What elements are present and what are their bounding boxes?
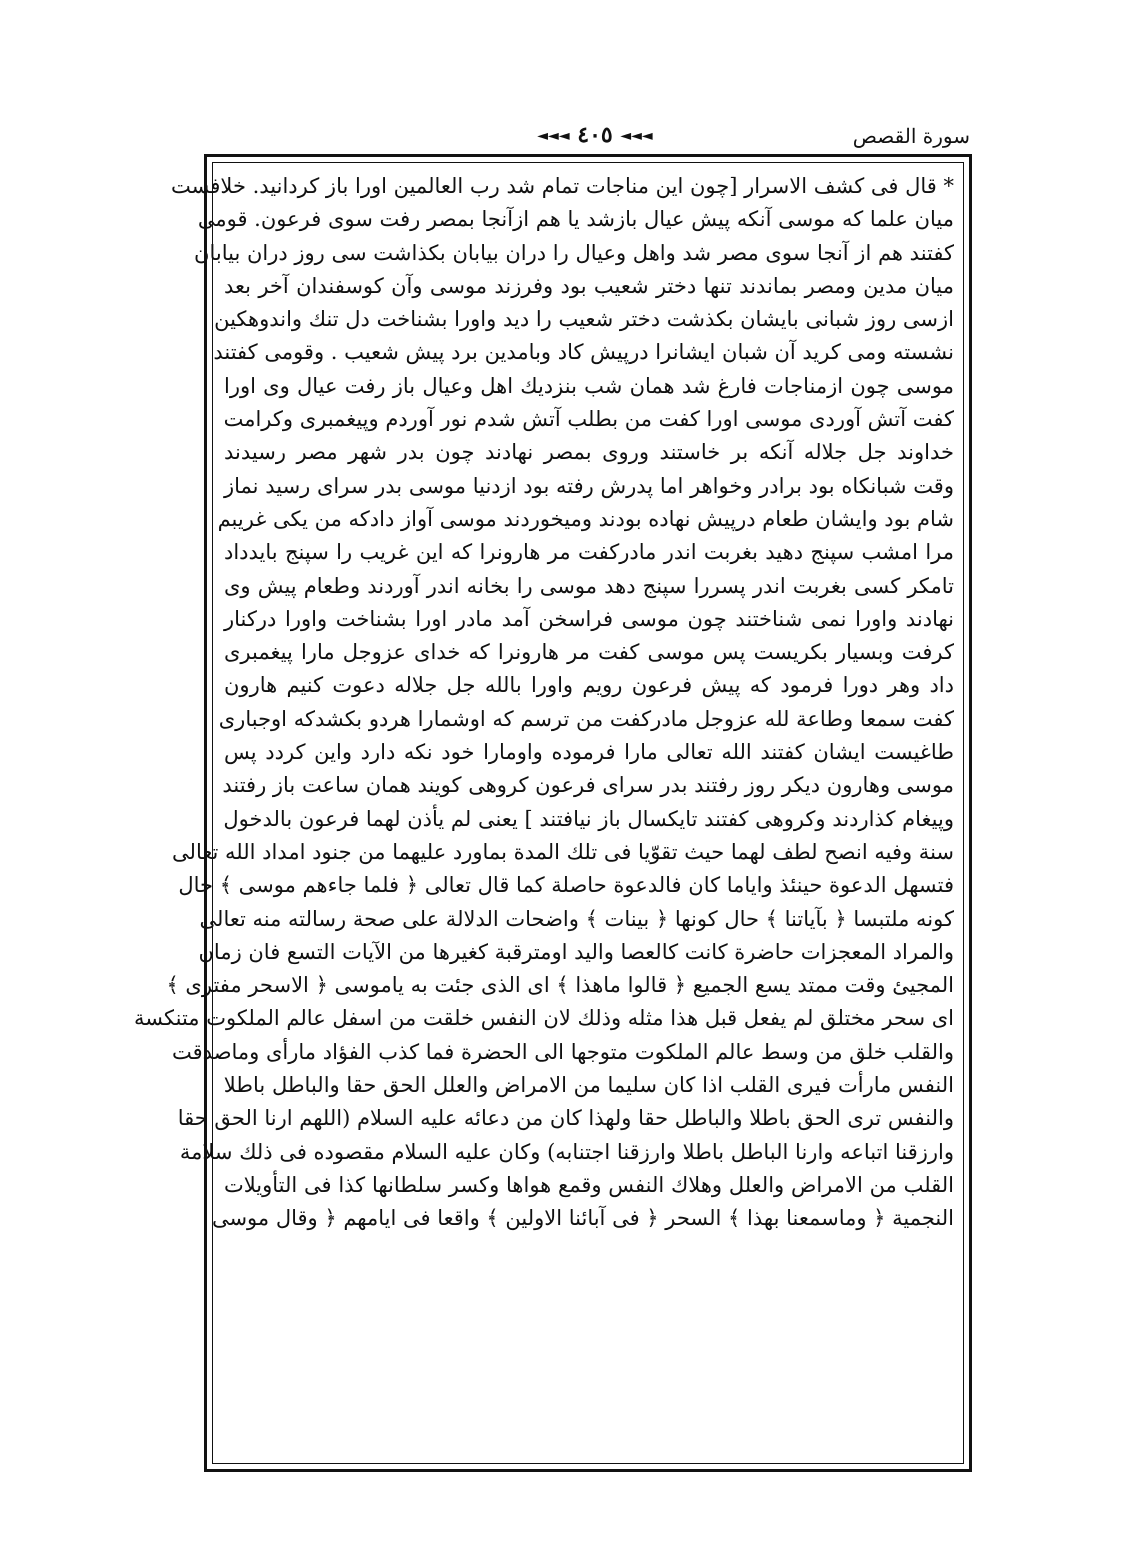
text-line: موسى چون ازمناجات فارغ شد همان شب بنزديك اهل وعيال باز رفت عيال وى اورا — [224, 373, 954, 398]
text-line: المجيئ وقت ممتد يسع الجميع ﴿ قالوا ماهذا ﴾ اى الذى جئت به ياموسى ﴿ الاسحر مفترى ﴾ — [166, 973, 954, 998]
text-line — [224, 1335, 954, 1368]
text-line — [224, 1302, 954, 1335]
text-line: كفتند هم از آنجا سوى مصر شد واهل وعيال را دران بيابان بكذاشت سى روز دران بيابان — [194, 240, 954, 265]
ornament-right: ◄◄◄ — [620, 128, 653, 144]
text-line: كفت آتش آوردى موسى اورا كفت من بطلب آتش شدم نور آوردم وپيغمبرى وكرامت — [223, 407, 954, 432]
text-line: سنة وفيه انصح لطف لهما حيث تقوّيا فى تلك المدة بماورد عليهما من جنود امداد الله تعالى — [172, 839, 954, 864]
text-line: وپيغام كذاردند وكروهى كفتند تايكسال باز نيافتند ] يعنى لم يأذن لهما فرعون بالدخول — [223, 806, 954, 831]
text-line: * قال فى كشف الاسرار [چون اين مناجات تمام شد رب العالمين اورا باز كردانيد. خلافست — [171, 174, 954, 198]
text-line: شام بود وايشان طعام درپيش نهاده بودند وميخوردند موسى آواز دادكه من يكى غريبم — [217, 506, 954, 531]
text-line: داد وهر دورا فرمود كه پيش فرعون رويم واورا بالله جل جلاله دعوت كنيم هارون — [224, 673, 954, 698]
text-line: والقلب خلق من وسط عالم الملكوت متوجها الى الحضرة فما كذب الفؤاد مارأى وماصدقت — [172, 1039, 954, 1064]
text-line — [224, 1269, 954, 1302]
text-line: كفت سمعا وطاعة لله عزوجل مادركفت من ترسم كه اوشمارا هردو بكشدكه اوجبارى — [218, 706, 954, 731]
page-number: ٤٠٥ — [577, 122, 613, 148]
text-body — [134, 170, 954, 1469]
text-line: كرفت وبسيار بكريست پس موسى كفت مر هارونرا كه خداى عزوجل مارا پيغمبرى — [224, 640, 954, 665]
text-line: القلب من الامراض والعلل وهلاك النفس وقمع هواها وكسر سلطانها كذا فى التأويلات — [224, 1172, 954, 1197]
text-line: والنفس ترى الحق باطلا والباطل حقا ولهذا كان من دعائه عليه السلام (اللهم ارنا الحق حقا — [177, 1106, 954, 1131]
text-line: تامكر كسى بغربت اندر پسررا سپنج دهد موسى را بخانه اندر آوردند وطعام پيش وى — [224, 573, 954, 598]
text-line: مرا امشب سپنج دهيد بغربت اندر مادركفت مر هارونرا كه اين غريب را سپنج بايدداد — [224, 540, 954, 565]
text-line: ميان علما كه موسى آنكه پيش عيال بازشد يا هم ازآنجا بمصر رفت سوى فرعون. قومى — [197, 207, 954, 232]
text-line: نشسته ومى كريد آن شبان ايشانرا درپيش كاد وبامدين برد پيش شعيب . وقومى كفتند — [213, 340, 954, 365]
text-line: النجمية ﴿ وماسمعنا بهذا ﴾ السحر ﴿ فى آبائنا الاولين ﴾ واقعا فى ايامهم ﴿ وقال موسى — [211, 1206, 954, 1231]
text-line: وارزقنا اتباعه وارنا الباطل باطلا وارزقنا اجتنابه) وكان عليه السلام مقصوده فى ذلك سلامة — [179, 1139, 954, 1164]
page-number-block — [535, 122, 655, 148]
text-line: ميان مدين ومصر بماندند تنها دختر شعيب بود وفرزند موسى وآن كوسفندان آخر بعد — [224, 273, 954, 298]
text-line: نهادند واورا نمى شناختند چون موسى فراسخن آمد مادر اورا بشناخت واورا دركنار — [224, 606, 954, 631]
surah-title: سورة القصص — [852, 124, 970, 148]
text-line: فتسهل الدعوة حينئذ واياما كان فالدعوة حاصلة كما قال تعالى ﴿ فلما جاءهم موسى ﴾ حال — [178, 873, 954, 898]
text-line — [224, 1402, 954, 1435]
text-line: ازسى روز شبانى بايشان بكذشت دختر شعيب را ديد واورا بشناخت دل تنك واندوهكين — [214, 307, 954, 332]
text-line: وقت شبانكاه بود برادر وخواهر اما پدرش رفته بود ازدنيا موسى بدر سراى رسيد نماز — [224, 473, 954, 498]
text-line: طاغيست ايشان كفتند الله تعالى مارا فرموده واومارا خود نكه دارد واين كردد پس — [224, 740, 954, 765]
ornament-left: ◄◄◄ — [537, 128, 570, 144]
page-header — [210, 118, 980, 158]
text-line: كونه ملتبسا ﴿ بآياتنا ﴾ حال كونها ﴿ بينات ﴾ واضحات الدلالة على صحة رسالته منه تعالى — [199, 906, 954, 931]
text-line: والمراد المعجزات حاضرة كانت كالعصا واليد اومترقبة كغيرها من الآيات التسع فان زمان — [198, 939, 954, 964]
text-line: خداوند جل جلاله آنكه بر خاستند وروى بمصر نهادند چون بدر شهر مصر رسيدند — [224, 440, 954, 465]
text-line — [224, 1236, 954, 1269]
text-line — [224, 1435, 954, 1468]
text-line: النفس مارأت فيرى القلب اذا كان سليما من الامراض والعلل الحق حقا والباطل باطلا — [223, 1073, 954, 1098]
text-line — [224, 1369, 954, 1402]
text-line: اى سحر مختلق لم يفعل قبل هذا مثله وذلك لان النفس خلقت من اسفل عالم الملكوت متنكسة — [134, 1006, 954, 1031]
text-line: موسى وهارون ديكر روز رفتند بدر سراى فرعون كروهى كويند همان ساعت باز رفتند — [222, 773, 954, 798]
